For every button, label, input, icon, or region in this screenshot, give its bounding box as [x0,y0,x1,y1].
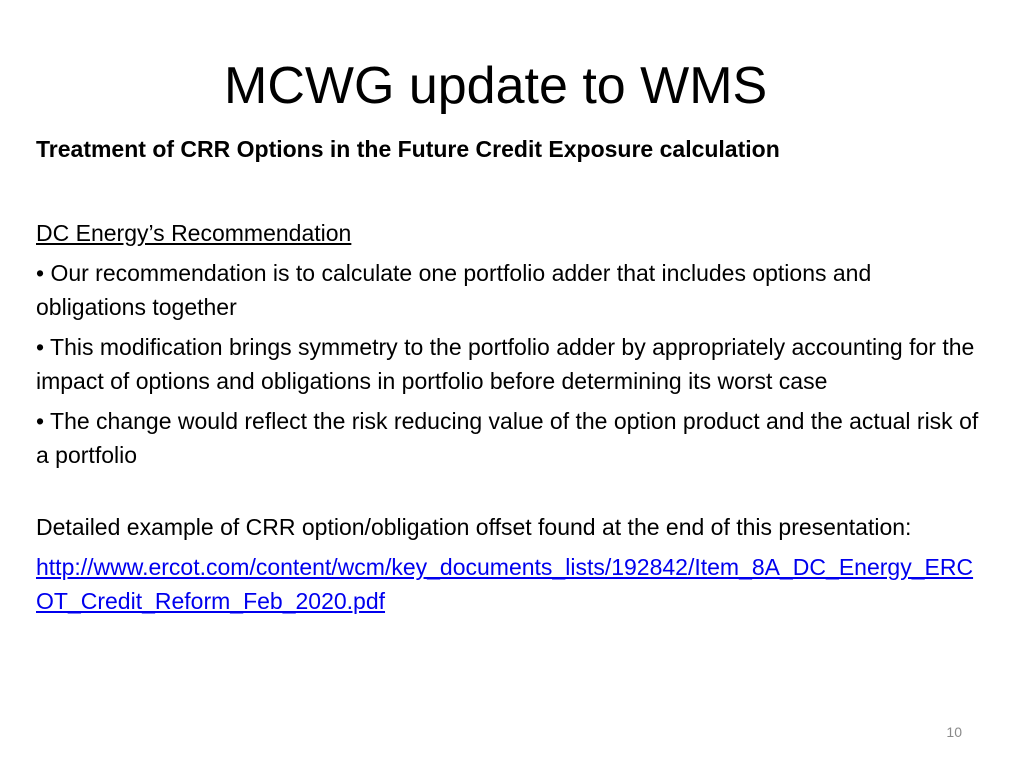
slide-subtitle: Treatment of CRR Options in the Future Credit Exposure calculation [36,136,780,162]
page-number: 10 [946,724,962,740]
detail-text: Detailed example of CRR option/obligation offset found at the end of this presentation: [36,514,912,540]
slide-body [36,216,986,618]
bullet-item: • Our recommendation is to calculate one portfolio adder that includes options and obligations together [36,260,872,320]
slide-title: MCWG update to WMS [224,57,768,115]
bullet-item: • This modification brings symmetry to the portfolio adder by appropriately accounting for the impact of options and obligations in portfolio before determining its worst case [36,334,975,394]
recommendation-heading: DC Energy’s Recommendation [36,220,352,246]
document-link[interactable]: http://www.ercot.com/content/wcm/key_documents_lists/192842/Item_8A_DC_Energy_ERCOT_Credit_Reform_Feb_2020.pdf [36,554,974,614]
bullet-item: • The change would reflect the risk reducing value of the option product and the actual risk of a portfolio [36,408,979,468]
